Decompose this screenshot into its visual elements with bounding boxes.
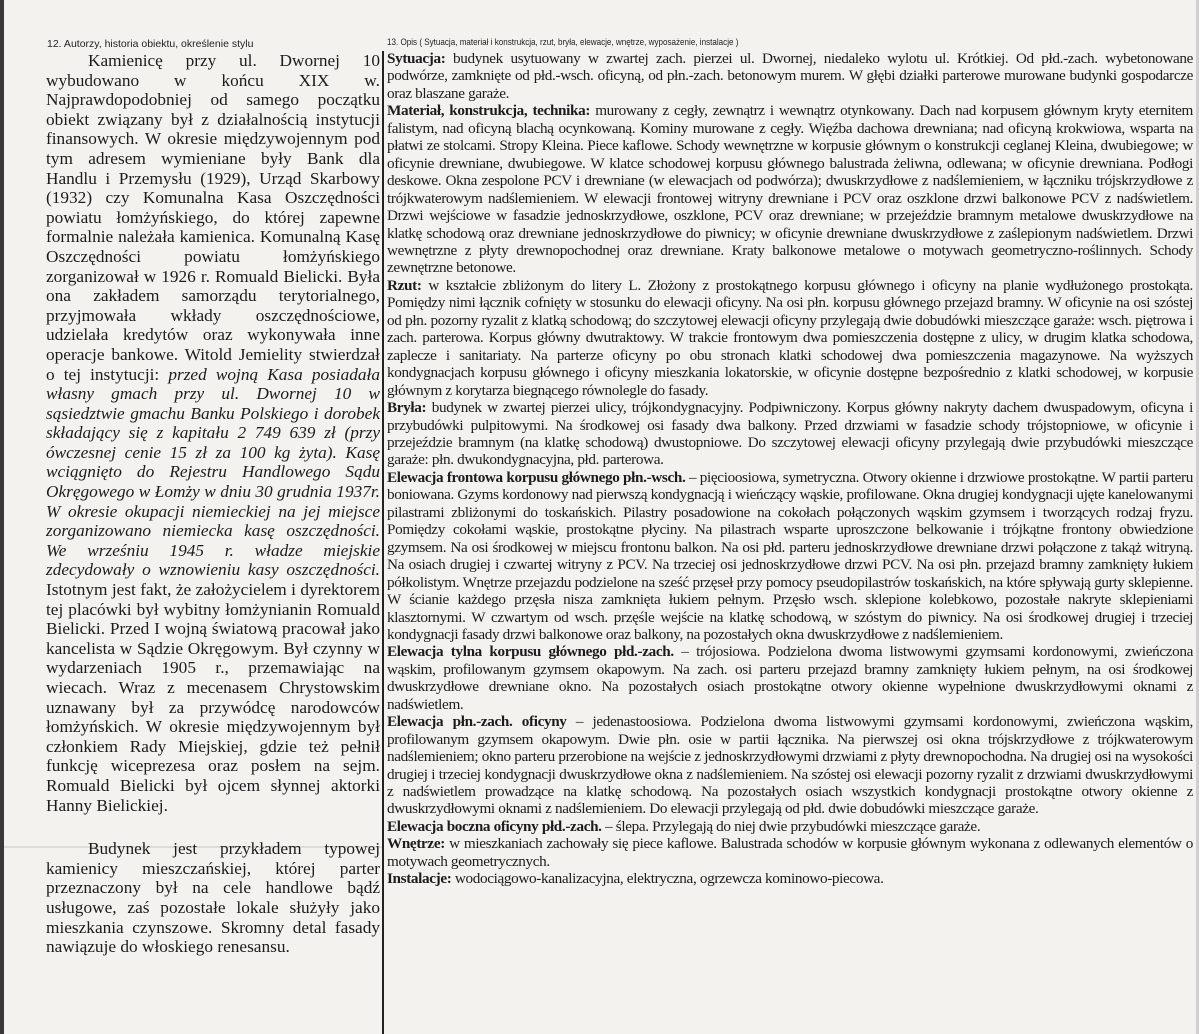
section-text: – ślepa. Przylegają do niej dwie przybudówki mieszczące garaże. <box>601 817 981 835</box>
section-label: Materiał, konstrukcja, technika: <box>387 102 591 120</box>
section-rear-elevation <box>387 643 1193 713</box>
section-12-header: 12. Autorzy, historia obiektu, określenie stylu <box>47 38 254 50</box>
section-text: – jedenastoosiowa. Podzielona dwoma listwowymi gzymsami kordonowymi, zwieńczona wąskim, profilowanym gzymsem okapowym. Dwie płn. osie w partii łącznika. Na pierwszej osi okna trójskrzydłowe z trójkwaterowym nadślemieniem; okno parteru przerobione na wejście z jednoskrzydłowymi drzwiami z płyty drewnopochodna. Na drugiej osi na wysokości drugiej i trzeciej kondygnacji dwuskrzydłowe okna z nadślemieniem. Na szóstej osi elewacji pozorny ryzalit z drzwiami dwuskrzydłowymi z nadświetlem prowadzące na klatkę schodową. Na pozostałych osiach wszystkich kondygnacji prostokątne otwory okienne z dwuskrzydłowymi oknami z nadślemieniem. Do elewacji przylegają od płd. dwie dobudówki mieszczące garaże. <box>387 713 1193 818</box>
column-divider <box>382 51 384 1034</box>
section-installations <box>387 870 1193 887</box>
section-text: murowany z cegły, zewnątrz i wewnątrz otynkowany. Dach nad korpusem głównym kryty eternitem falistym, nad oficyną blachą ocynkowaną. Kominy murowane z cegły. Więźba dachowa drewniana; nad oficyną krokwiowa, wsparta na płatwi ze stolcami. Stropy Kleina. Piece kaflowe. Schody wewnętrzne w korpusie głównym o konstrukcji ceglanej Kleina, dwubiegowe; w oficynie drewniane, dwubiegowe. W klatce schodowej korpusu głównego balustrada żeliwna, odlewana; w oficynie drewniana. Podłogi deskowe. Okna zespolone PCV i drewniane (w elewacjach od podwórza); dwuskrzydłowe z nadślemieniem, w łączniku trójskrzydłowe z trójkwaterowym nadślemieniem. W elewacji frontowej witryny drewniane i PCV oraz oszklone drzwi balkonowe PCV z nadświetlem. Drzwi wejściowe w fasadzie jednoskrzydłowe, oszklone, PCV oraz drewniane; w przejeździe bramnym metalowe dwuskrzydłowe na klatkę schodową oraz drewniane jednoskrzydłowe do piwnicy; w oficynie drewniane dwuskrzydłowe z zaślepionym nadświetlem. Drzwi wewnętrzne z płyty drewnopochodnej oraz drewniane. Kraty balkonowe metalowe o motywach geometryczno-roślinnych. Schody zewnętrzne betonowe. <box>387 102 1193 277</box>
section-interior <box>387 835 1193 870</box>
description-column <box>387 50 1193 888</box>
history-paragraph <box>46 51 380 815</box>
section-text: w mieszkaniach zachowały się piece kaflowe. Balustrada schodów w korpusie głównym wykonana z odlewanych elementów o motywach geometrycznych. <box>387 835 1193 870</box>
style-paragraph: Budynek jest przykładem typowej kamienicy mieszczańskiej, której parter przeznaczony był na cele handlowe bądź usługowe, zaś pozostałe lokale służyły jako mieszkania czynszowe. Skromny detal fasady nawiązuje do włoskiego renesansu. <box>46 839 380 957</box>
section-text: – trójosiowa. Podzielona dwoma listwowymi gzymsami kordonowymi, zwieńczona wąskim, profilowanym gzymsem okapowym. Na zach. osi parteru przejazd bramny zamknięty łukiem pełnym, na osi środkowej dwuskrzydłowe drewniane okno. Na pozostałych osiach prostokątne otwory okienne wypełnione dwuskrzydłowymi oknami z nadświetlem. <box>387 643 1194 713</box>
section-text: – pięcioosiowa, symetryczna. Otwory okienne i drzwiowe prostokątne. W partii parteru boniowana. Gzyms kordonowy nad pierwszą kondygnacją i wieńczący wąskie, profilowane. Okna drugiej kondygnacji ujęte kanelowanymi pilastrami zbliżonymi do toskańskich. Pilastry posadowione na cokołach połączonych wąskim gzymsem i tworzących rodzaj fryzu. Pomiędzy cokołami wąskie, prostokątne płyciny. Na pilastrach wsparte uproszczone belkowanie i trójkątne frontony obwiedzione gzymsem. Na osi środkowej w miejscu frontonu balkon. Na osi płd. parteru jednoskrzydłowe drewniane drzwi połączone z takąż witryną. Na osiach drugiej i czwartej witryny z PCV. Na trzeciej osi jednoskrzydłowe drzwi PCV. Na osi płn. przejazd bramny zamknięty łukiem półkolistym. Wnętrze przejazdu podzielone na sześć przęseł przy pomocy pseudopilastrów toskańskich, na które spływają gurty sklepienne. W ścianie każdego przęsła nisza zamknięta łukiem pełnym. Przęsło wsch. sklepione kolebkowo, pozostałe nakryte sklepieniami klasztornymi. W czwartym od wsch. przęśle wejście na klatkę schodową, w szóstym do piwnicy. Na osi środkowej drugiej i trzeciej kondygnacji fasady drzwi balkonowe oraz balkony, na pozostałych okna dwuskrzydłowe z nadślemieniem. <box>387 468 1193 643</box>
history-quote: przed wojną Kasa posiadała własny gmach przy ul. Dwornej 10 w sąsiedztwie gmachu Banku Polskiego i dorobek składający się z kapitału 2 749 639 zł (przy ówczesnej cenie 15 zł za 100 kg żyta). Kasę wciągnięto do Rejestru Handlowego Sądu Okręgowego w Łomży w dniu 30 grudnia 1937r. W okresie okupacji niemieckiej na jej miejsce zorganizowano niemiecka kasę oszczędności. We wrześniu 1945 r. władze miejskie zdecydowały o wznowieniu kasy oszczędności. <box>46 364 380 580</box>
section-label: Elewacja tylna korpusu głównego płd.-zach. <box>387 643 674 661</box>
section-label: Bryła: <box>387 399 427 417</box>
section-massing <box>387 399 1193 469</box>
history-text: Kamienicę przy ul. Dwornej 10 wybudowano w końcu XIX w. Najprawdopodobniej od samego początku obiekt związany był z działalnością instytucji finansowych. W okresie międzywojennym pod tym adresem wymieniane były Bank dla Handlu i Przemysłu (1929), Urząd Skarbowy (1932) czy Komunalna Kasa Oszczędności powiatu łomżyńskiego, do której zapewne formalnie należała kamienica. Komunalną Kasę Oszczędności powiatu łomżyńskiego zorganizował w 1926 r. Romuald Bielicki. Była ona zakładem samorządu terytorialnego, przyjmowała wkłady oszczędnościowe, udzielała kredytów oraz wykonywała inne operacje bankowe. Witold Jemielity stwierdzał o tej instytucji: <box>46 51 380 384</box>
section-text: budynek usytuowany w zwartej zach. pierzei ul. Dwornej, niedaleko wylotu ul. Krótkiej. Od płd.-zach. wybetonowane podwórze, zamknięte od płd.-wsch. oficyną, od płn.-zach. betonowym murem. W głębi działki parterowe murowane budynki gospodarcze oraz blaszane garaże. <box>387 50 1193 102</box>
section-label: Wnętrze: <box>387 835 445 853</box>
history-text-continued: Istotnym jest fakt, że założycielem i dyrektorem tej placówki był wybitny łomżynianin Romuald Bielicki. Przed I wojną światową pracował jako kancelista w Sądzie Okręgowym. Był czynny w wydarzeniach 1905 r., przemawiając na wiecach. Wraz z mecenasem Chrystowskim uznawany był za przywódcę narodowców łomżyńskich. W okresie międzywojennym był członkiem Rady Miejskiej, gdzie też pełnił funkcję wiceprezesa oraz posłem na sejm. Romuald Bielicki był ojcem słynnej aktorki Hanny Bielickiej. <box>46 580 380 815</box>
section-label: Elewacja frontowa korpusu głównego płn.-wsch. <box>387 468 686 486</box>
section-13-header: 13. Opis ( Sytuacja, materiał i konstrukcja, rzut, bryła, elewacje, wnętrze, wyposażenie, instalacje ) <box>387 37 739 48</box>
section-plan <box>387 277 1193 399</box>
section-text: budynek w zwartej pierzei ulicy, trójkondygnacyjny. Podpiwniczony. Korpus główny nakryty dachem dwuspadowym, oficyna i przybudówki pulpitowymi. Na środkowej osi fasady dwa balkony. Przed drzwiami w fasadzie schody trójstopniowe, w oficynie i przejeździe bramnym (na klatkę schodową) dwustopniowe. Do szczytowej elewacji oficyny przylegają dwie przybudówki mieszczące garaże: płn. dwukondygnacyjna, płd. parterowa. <box>387 399 1193 469</box>
section-text: wodociągowo-kanalizacyjna, elektryczna, ogrzewcza kominowo-piecowa. <box>451 870 884 888</box>
section-situation <box>387 50 1193 102</box>
section-annex-elevation <box>387 713 1193 818</box>
section-label: Instalacje: <box>387 870 452 888</box>
history-column <box>46 51 380 957</box>
section-label: Sytuacja: <box>387 50 446 67</box>
section-front-elevation <box>387 469 1193 644</box>
section-side-elevation <box>387 818 1193 835</box>
section-material <box>387 102 1193 277</box>
section-label: Elewacja boczna oficyny płd.-zach. <box>387 817 602 835</box>
section-text: w kształcie zbliżonym do litery L. Złożony z prostokątnego korpusu głównego i oficyny na planie wydłużonego prostokąta. Pomiędzy nimi łącznik cofnięty w stosunku do elewacji oficyny. Na osi płn. korpusu głównego przejazd bramny. W oficynie na osi szóstej od płn. pozorny ryzalit z klatką schodową; do szczytowej elewacji oficyny przylegają dwie dobudówki mieszczące garaże: wsch. piętrowa i zach. parterowa. Korpus główny dwutraktowy. W trakcie frontowym dwa pomieszczenia dostępne z ulicy, w drugim klatka schodowa, zaplecze i sanitariaty. Na parterze oficyny po obu stronach klatki schodowej dwa pomieszczenia magazynowe. Na wyższych kondygnacjach korpusu głównego i oficyny mieszkania lokatorskie, w oficynie dostępne bezpośrednio z klatki schodowej, w korpusie głównym z korytarza biegnącego równolegle do fasady. <box>387 276 1193 399</box>
section-label: Elewacja płn.-zach. oficyny <box>387 713 567 731</box>
section-label: Rzut: <box>387 276 422 294</box>
scan-edge-left <box>0 0 4 1034</box>
